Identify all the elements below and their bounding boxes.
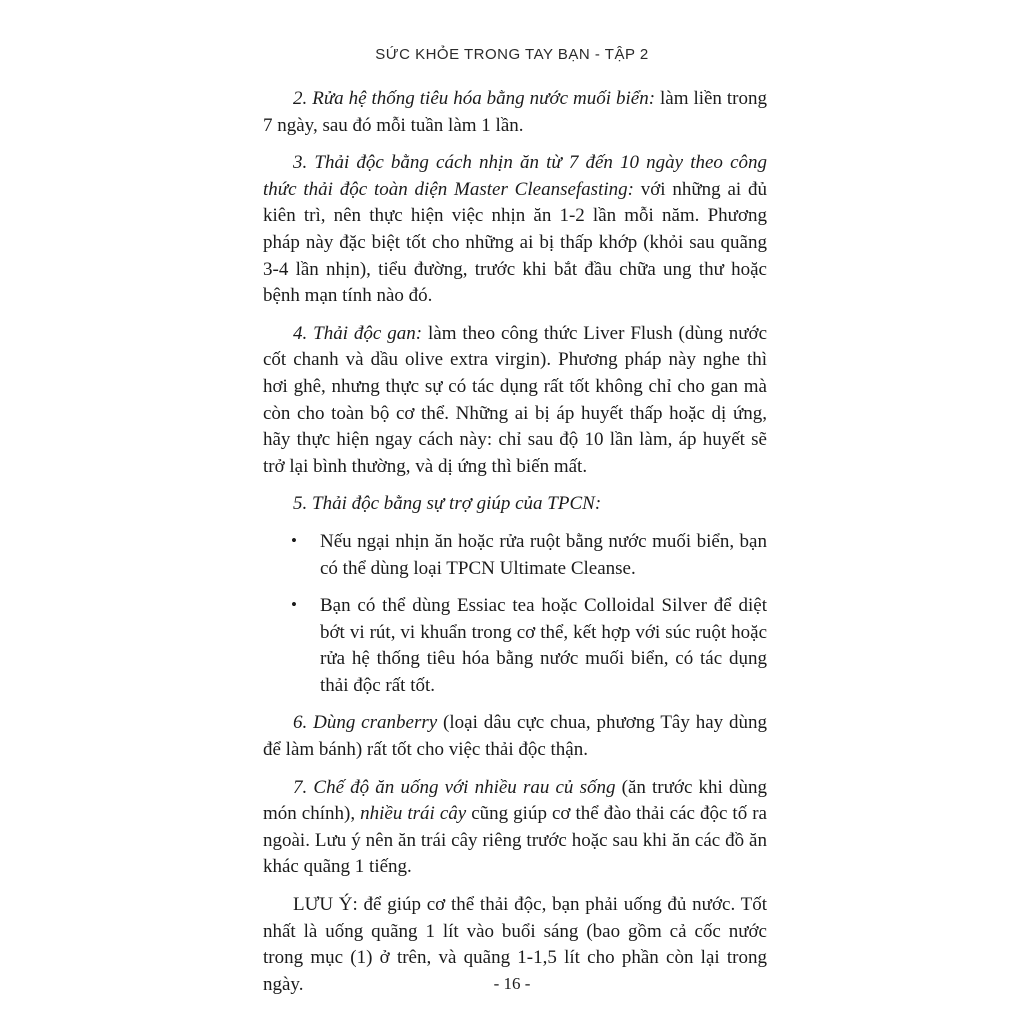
bullet-icon: • [291,530,297,550]
text-segment: nhiều trái cây [360,803,467,825]
bullet-item [263,593,767,699]
text-segment: 5. Thải độc bằng sự trợ giúp của TPCN: [293,493,602,515]
text-segment: 6. Dùng cranberry [293,712,438,734]
text-segment: (loại dâu cực chua, phương Tây hay dùng để làm bánh) rất tốt cho việc thải độc thận. [263,712,768,761]
text-segment: 4. Thải độc gan: [293,322,423,344]
paragraph [263,491,767,518]
paragraph [263,321,767,481]
text-segment: 7. Chế độ ăn uống với nhiều rau củ sống [293,776,616,798]
text-segment: làm theo công thức Liver Flush (dùng nước cốt chanh và dầu olive extra virgin). Phương pháp này nghe thì hơi ghê, nhưng thực sự có tác dụng rất tốt không chỉ cho gan mà còn cho toàn bộ cơ thể. Những ai bị áp huyết thấp hoặc dị ứng, hãy thực hiện ngay cách này: chỉ sau độ 10 lần làm, áp huyết sẽ trở lại bình thường, và dị ứng thì biến mất. [263,322,768,477]
paragraph [263,86,767,139]
text-segment: (ăn trước khi dùng món chính), [263,776,767,825]
paragraph [263,150,767,310]
text-segment: với những ai đủ kiên trì, nên thực hiện việc nhịn ăn 1-2 lần mỗi năm. Phương pháp này đặc biệt tốt cho những ai bị thấp khớp (khỏi sau quãng 3-4 lần nhịn), tiểu đường, trước khi bắt đầu chữa ung thư hoặc bệnh mạn tính nào đó. [263,178,767,307]
text-segment: LƯU Ý: để giúp cơ thể thải độc, bạn phải uống đủ nước. Tốt nhất là uống quãng 1 lít vào buổi sáng (bao gồm cả cốc nước trong mục (1) ở trên, và quãng 1-1,5 lít cho phần còn lại trong ngày. [263,894,767,995]
running-header: SỨC KHỎE TRONG TAY BẠN - TẬP 2 [375,46,649,63]
text-segment: 3. Thải độc bằng cách nhịn ăn từ 7 đến 10 ngày theo công thức thải độc toàn diện Master Cleansefasting: [263,152,767,200]
text-segment: cũng giúp cơ thể đào thải các độc tố ra ngoài. Lưu ý nên ăn trái cây riêng trước hoặc sau khi ăn các đồ ăn khác quãng 1 tiếng. [263,803,767,878]
paragraph [263,710,767,763]
bullet-icon: • [291,595,297,615]
bullet-item [263,529,767,582]
text-segment: 2. Rửa hệ thống tiêu hóa bằng nước muối biển: [293,88,656,109]
page-number: - 16 - [493,974,531,993]
paragraph [263,775,767,881]
text-segment: Bạn có thể dùng Essiac tea hoặc Colloidal Silver để diệt bớt vi rút, vi khuẩn trong cơ thể, kết hợp với súc ruột hoặc rửa hệ thống tiêu hóa bằng nước muối biển, có tác dụng thải độc rất tốt. [320,595,767,696]
text-segment: làm liền trong 7 ngày, sau đó mỗi tuần làm 1 lần. [263,88,767,136]
page-body [263,86,767,1009]
text-segment: Nếu ngại nhịn ăn hoặc rửa ruột bằng nước muối biển, bạn có thể dùng loại TPCN Ultimate Cleanse. [320,530,767,579]
